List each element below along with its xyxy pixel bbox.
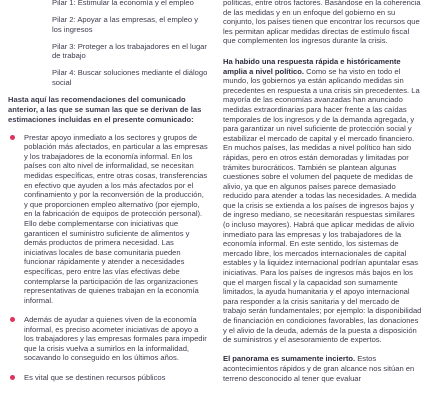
pillar-list xyxy=(52,0,208,87)
recommendation-text: Prestar apoyo inmediato a los sectores y grupos de población más afectados, en particular a las empresas y los trabajadores de la economía informal. En los países con alto nivel de informalidad, se necesitan medidas específicas, entre otras cosas, transferencias en efectivo que ayuden a los más afectados por el confinamiento y por la reconversión de la producción, y que proporcionen empleo alternativo (por ejemplo, en la fabricación de equipos de protección personal). Ello debe complementarse con iniciativas que garanticen el suministro suficiente de alimentos y demás productos de primera necesidad. Las iniciativas locales de base comunitaria pueden funcionar rápidamente y atender a necesidades específicas, pero entre las vías efectivas debe contemplarse la participación de las organizaciones representativas de quienes trabajan en la economía informal. xyxy=(24,132,208,305)
pillar-item: Pilar 1: Estimular la economía y el empleo xyxy=(52,0,194,7)
intro-paragraph: políticas, entre otros factores. Basándose en la coherencia de las medidas y en un enfoque del gobierno en su conjunto, los países tienen que encontrar los recursos que les permitan aplicar medidas directas de estímulo fiscal que complementen los ingresos durante la crisis. xyxy=(223,0,421,46)
policy-response-heading: Ha habido una respuesta rápida e históricamente amplia a nivel político. xyxy=(223,56,401,76)
bullet-dot-icon xyxy=(10,375,15,380)
recommendation-item xyxy=(8,315,208,363)
bullet-dot-icon xyxy=(10,317,15,322)
bullet-dot-icon xyxy=(10,135,15,140)
recommendations-lead: Hasta aquí las recomendaciones del comunicado anterior, a las que se suman las que se derivan de las estimaciones incluidas en el presente comunicado: xyxy=(8,95,202,124)
policy-response-paragraph xyxy=(223,57,423,345)
recommendation-text: Es vital que se destinen recursos públicos xyxy=(24,372,166,382)
recommendation-item xyxy=(8,133,208,306)
right-column xyxy=(223,0,423,393)
left-column xyxy=(8,0,208,392)
outlook-heading: El panorama es sumamente incierto. xyxy=(223,354,356,364)
pillar-item: Pilar 4: Buscar soluciones mediante el diálogo social xyxy=(52,68,208,87)
recommendation-text: Además de ayudar a quienes viven de la economía informal, es preciso acometer iniciativas de apoyo a los trabajadores y las empresas formales para impedir que la crisis vuelva a sumirlos en la informalidad, socavando lo conseguido en los últimos años. xyxy=(24,314,207,363)
policy-response-text: Como se ha visto en todo el mundo, los gobiernos ya están aplicando medidas sin precedentes en respuesta a una crisis sin precedentes. La mayoría de las economías avanzadas han anunciado medidas extraordinarias para hacer frente a las caídas temporales de los ingresos y de la demanda agregada, y para garantizar un nivel suficiente de protección social y estabilizar el mercado de capital y el mercado financiero. En muchos países, las medidas a nivel político han sido rápidas, pero en otros están demoradas y limitadas por trámites burocráticos. También se plantean algunas cuestiones sobre el volumen del paquete de medidas de alivio, ya que en algunos países parece demasiado reducido para atender a todas las necesidades. A medida que la crisis se extienda a los países de ingresos bajos y de ingreso mediano, se necesitarán respuestas similares (o incluso mayores). Habrá que aplicar medidas de alivio inmediato para las empresas y los trabajadores de la economía informal. En este sentido, los sistemas de mercado libre, los mercados internacionales de capital estables y la liquidez internacional podrían apuntalar esas iniciativas. Para los países de ingresos más bajos en los que el margen fiscal y la capacidad son sumamente limitados, la ayuda humanitaria y el apoyo internacional para responder a la crisis sanitaria y del mercado de trabajo serán fundamentales; por ejemplo: la disponibilidad de financiación en condiciones favorables, las donaciones y el alivio de la deuda, además de la puesta a disposición de suministros y el asesoramiento de expertos. xyxy=(223,66,422,345)
recommendation-item xyxy=(8,373,208,383)
pillar-item: Pilar 3: Proteger a los trabajadores en el lugar de trabajo xyxy=(52,41,207,61)
recommendation-list xyxy=(8,133,208,382)
outlook-paragraph xyxy=(223,354,423,383)
pillar-item: Pilar 2: Apoyar a las empresas, el empleo y los ingresos xyxy=(52,14,199,34)
outlook-text: Estos acontecimientos rápidos y de gran alcance nos sitúan en terreno desconocido al tener que evaluar xyxy=(223,354,415,383)
